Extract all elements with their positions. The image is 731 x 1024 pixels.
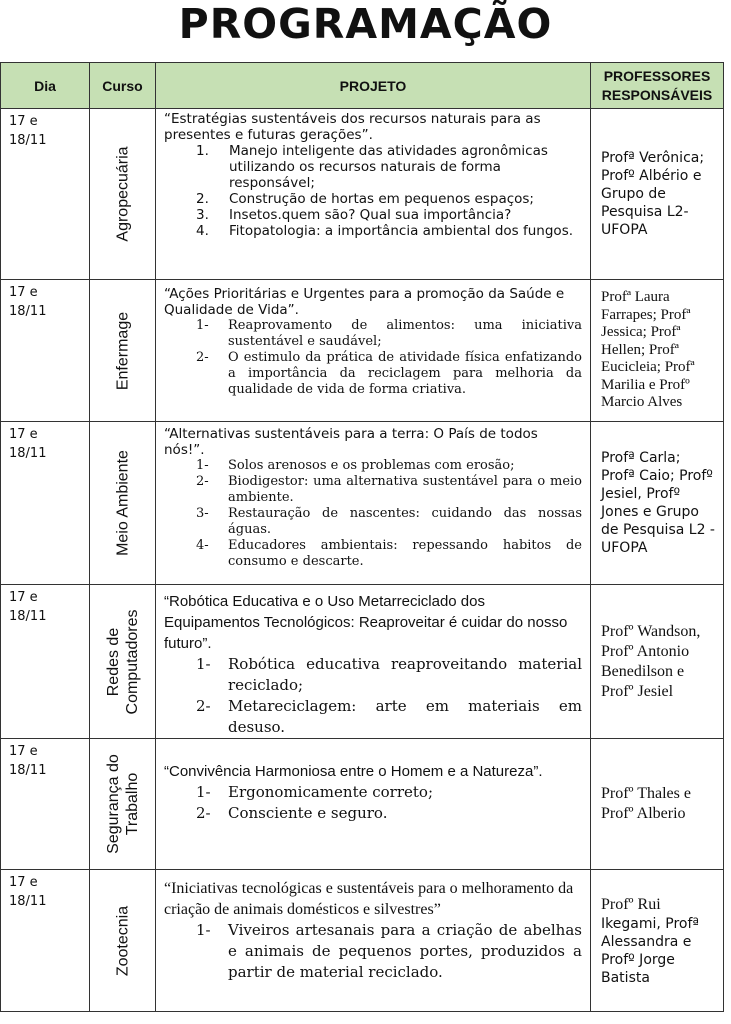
table-row: [1, 585, 724, 739]
projeto-list: [164, 782, 582, 824]
header-professores-line2: RESPONSÁVEIS: [601, 86, 713, 103]
dia-line2: 18/11: [9, 609, 47, 624]
cell-dia: [1, 280, 90, 422]
curso-label: [104, 609, 142, 714]
professores-text: Profª Carla; Profª Caio; Profº Jesiel, Profº Jones e Grupo de Pesquisa L2 - UFOPA: [601, 450, 715, 556]
projeto-title: “Alternativas sustentáveis para a terra: O País de todos nós!”.: [164, 426, 538, 458]
projeto-title: “Ações Prioritárias e Urgentes para a promoção da Saúde e Qualidade de Vida”.: [164, 286, 565, 318]
dia-line2: 18/11: [9, 304, 47, 319]
curso-label: Enfermage: [114, 311, 131, 390]
cell-dia: [1, 422, 90, 585]
cell-professores: [591, 870, 724, 1012]
table-row: [1, 422, 724, 585]
cell-professores: [591, 109, 724, 280]
curso-label-line2: Computadores: [123, 609, 141, 714]
column-header-projeto: PROJETO: [156, 63, 591, 109]
cell-dia: [1, 585, 90, 739]
professores-line1: Profº Rui: [601, 895, 661, 913]
cell-projeto: [156, 585, 591, 739]
dia-line1: 17 e: [9, 744, 38, 759]
projeto-list: [164, 458, 582, 570]
dia-line1: 17 e: [9, 427, 38, 442]
cell-curso: [90, 422, 156, 585]
cell-professores: [591, 422, 724, 585]
table-row: [1, 739, 724, 870]
cell-projeto: [156, 870, 591, 1012]
header-professores-line1: PROFESSORES: [603, 67, 711, 84]
dia-line2: 18/11: [9, 763, 47, 778]
projeto-list: [164, 920, 582, 983]
dia-line1: 17 e: [9, 875, 38, 890]
list-item: 1- Solos arenosos e os problemas com erosão;: [196, 458, 515, 473]
column-header-professores: [591, 63, 724, 109]
dia-line2: 18/11: [9, 894, 47, 909]
professores-text: Profº Thales e Profº Alberio: [601, 785, 691, 822]
curso-label: [104, 754, 142, 854]
list-item: 2- Consciente e seguro.: [196, 804, 388, 822]
professores-text: Profº Wandson, Profº Antonio Benedilson e Profº Jesiel: [601, 622, 701, 700]
list-item: 1- Reaprovamento de alimentos: uma iniciativa sustentável e saudável;: [196, 318, 582, 349]
dia-line1: 17 e: [9, 285, 38, 300]
page-title: PROGRAMAÇÃO: [178, 0, 553, 48]
cell-projeto: [156, 109, 591, 280]
cell-curso: [90, 585, 156, 739]
list-item: 3. Insetos.quem são? Qual sua importância?: [196, 207, 512, 223]
cell-professores: [591, 585, 724, 739]
cell-projeto: [156, 739, 591, 870]
dia-line1: 17 e: [9, 114, 38, 129]
curso-label-line1: Redes de: [104, 627, 122, 696]
cell-professores: [591, 739, 724, 870]
projeto-list: [164, 143, 582, 239]
list-item: 1. Manejo inteligente das atividades agronômicas utilizando os recursos naturais de forma responsável;: [196, 143, 548, 191]
dia-line2: 18/11: [9, 133, 47, 148]
curso-label: Agropecuária: [114, 146, 131, 242]
dia-line2: 18/11: [9, 446, 47, 461]
cell-dia: [1, 739, 90, 870]
list-item: 1- Ergonomicamente correto;: [196, 783, 434, 801]
professores-text: Profª Verônica; Profº Albério e Grupo de Pesquisa L2-UFOPA: [601, 150, 705, 238]
cell-curso: [90, 739, 156, 870]
list-item: 2- Metareciclagem: arte em materiais em desuso.: [196, 697, 582, 736]
projeto-title: “Estratégias sustentáveis dos recursos naturais para as presentes e futuras gerações”.: [164, 111, 541, 143]
cell-dia: [1, 109, 90, 280]
curso-label-line2: Trabalho: [123, 772, 141, 836]
cell-projeto: [156, 422, 591, 585]
cell-professores: [591, 280, 724, 422]
list-item: 1- Viveiros artesanais para a criação de abelhas e animais de pequenos portes, produzidos a partir de material reciclado.: [196, 921, 582, 981]
table-header-row: [1, 63, 724, 109]
list-item: 4. Fitopatologia: a importância ambiental dos fungos.: [196, 223, 574, 239]
schedule-table: [0, 62, 724, 1012]
dia-line1: 17 e: [9, 590, 38, 605]
list-item: 4- Educadores ambientais: repessando habitos de consumo e descarte.: [196, 538, 582, 569]
list-item: 1- Robótica educativa reaproveitando material reciclado;: [196, 655, 582, 694]
projeto-title: “Convivência Harmoniosa entre o Homem e a Natureza”.: [164, 763, 543, 780]
cell-curso: [90, 280, 156, 422]
curso-label-line1: Segurança do: [104, 754, 122, 854]
cell-projeto: [156, 280, 591, 422]
projeto-title: “Robótica Educativa e o Uso Metarreciclado dos Equipamentos Tecnológicos: Reaproveitar é cuidar do nosso futuro”.: [164, 593, 568, 652]
projeto-list: [164, 318, 582, 398]
projeto-title: “Iniciativas tecnológicas e sustentáveis para o melhoramento da criação de animais domésticos e silvestres”: [164, 880, 574, 918]
cell-curso: [90, 109, 156, 280]
projeto-list: [164, 654, 582, 738]
column-header-dia: Dia: [1, 63, 90, 109]
professores-text: [591, 895, 723, 987]
cell-dia: [1, 870, 90, 1012]
curso-label: Zootecnia: [114, 905, 131, 976]
professores-text: Profª Laura Farrapes; Profª Jessica; Profª Hellen; Profª Eucicleia; Profª Marilia e Profº Marcio Alves: [601, 289, 695, 411]
cell-curso: [90, 870, 156, 1012]
professores-line2: Ikegami, Profª Alessandra e Profº Jorge Batista: [601, 915, 699, 986]
column-header-curso: Curso: [90, 63, 156, 109]
table-row: [1, 870, 724, 1012]
list-item: 3- Restauração de nascentes: cuidando das nossas águas.: [196, 506, 582, 537]
list-item: 2. Construção de hortas em pequenos espaços;: [196, 191, 534, 207]
list-item: 2- O estimulo da prática de atividade física enfatizando a importância da reciclagem para melhoria da qualidade de vida de forma criativa.: [196, 350, 582, 397]
list-item: 2- Biodigestor: uma alternativa sustentável para o meio ambiente.: [196, 474, 582, 505]
table-row: [1, 109, 724, 280]
curso-label: Meio Ambiente: [114, 450, 131, 556]
table-row: [1, 280, 724, 422]
